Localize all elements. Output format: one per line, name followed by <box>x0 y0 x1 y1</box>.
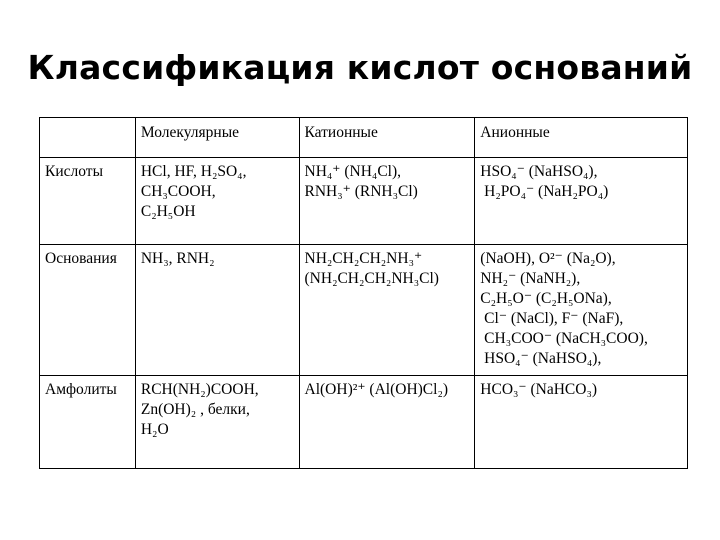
header-cationic: Катионные <box>299 118 475 158</box>
cell-line: Al(OH)²⁺ (Al(OH)Cl₂) <box>304 381 449 398</box>
cell-bases-molecular <box>135 245 299 376</box>
row-label-acids: Кислоты <box>40 158 136 245</box>
header-molecular: Молекулярные <box>135 118 299 158</box>
cell-acids-molecular <box>135 158 299 245</box>
cell-line: H₂O <box>140 421 169 438</box>
cell-line: Cl⁻ (NaCl), F⁻ (NaF), <box>480 310 624 327</box>
classification-table <box>39 117 688 469</box>
cell-line: NH₄⁺ (NH₄Cl), <box>304 163 401 180</box>
cell-ampholytes-anionic <box>475 376 688 469</box>
cell-line: HSO₄⁻ (NaHSO₄), <box>480 350 602 367</box>
cell-line: HSO₄⁻ (NaHSO₄), <box>480 163 598 180</box>
cell-bases-cationic <box>299 245 475 376</box>
cell-line: C₂H₅O⁻ (C₂H₅ONa), <box>480 290 612 307</box>
row-label-ampholytes: Амфолиты <box>40 376 136 469</box>
cell-line: (NaOH), O²⁻ (Na₂O), <box>480 250 616 267</box>
row-label-bases: Основания <box>40 245 136 376</box>
cell-line: RNH₃⁺ (RNH₃Cl) <box>304 183 418 200</box>
cell-line: CH₃COO⁻ (NaCH₃COO), <box>480 330 648 347</box>
cell-line: CH₃COOH, <box>140 183 216 200</box>
table-row-bases <box>40 245 688 376</box>
cell-bases-anionic <box>475 245 688 376</box>
cell-ampholytes-cationic <box>299 376 475 469</box>
cell-line: H₂PO₄⁻ (NaH₂PO₄) <box>480 183 609 200</box>
table-row-ampholytes <box>40 376 688 469</box>
cell-line: NH₂⁻ (NaNH₂), <box>480 270 581 287</box>
cell-line: (NH₂CH₂CH₂NH₃Cl) <box>304 270 439 287</box>
cell-ampholytes-molecular <box>135 376 299 469</box>
page-title: Классификация кислот оснований <box>27 48 693 87</box>
cell-line: C₂H₅OH <box>140 203 196 220</box>
header-empty <box>40 118 136 158</box>
cell-line: HCl, HF, H₂SO₄, <box>140 163 247 180</box>
cell-acids-cationic <box>299 158 475 245</box>
cell-line: HCO₃⁻ (NaHCO₃) <box>480 381 598 398</box>
table-row-acids <box>40 158 688 245</box>
cell-line: RCH(NH₂)COOH, <box>140 381 259 398</box>
table-header-row <box>40 118 688 158</box>
cell-line: NH₃, RNH₂ <box>140 250 215 267</box>
cell-acids-anionic <box>475 158 688 245</box>
cell-line: NH₂CH₂CH₂NH₃⁺ <box>304 250 423 267</box>
cell-line: Zn(OH)₂ , белки, <box>140 401 250 418</box>
header-anionic: Анионные <box>475 118 688 158</box>
